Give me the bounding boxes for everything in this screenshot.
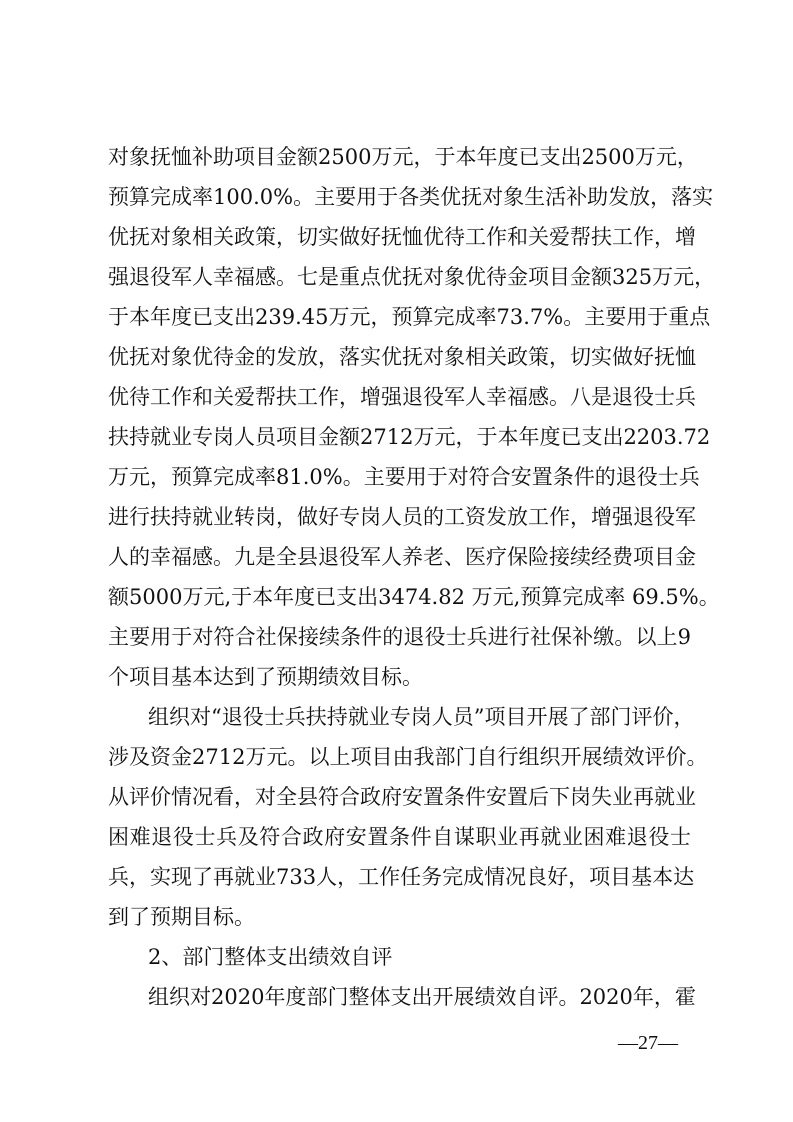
body-text-line: 从评价情况看，对全县符合政府安置条件安置后下岗失业再就业 [108,785,696,809]
body-text-line: 到了预期目标。 [108,905,255,929]
body-text-line: 个项目基本达到了预期绩效目标。 [108,665,423,689]
body-text-line: 进行扶持就业转岗，做好专岗人员的工资发放工作，增强退役军 [108,505,696,529]
body-text-line: 额5000万元,于本年度已支出3474.82 万元,预算完成率 69.5%。 [108,585,720,609]
body-text-line: 预算完成率100.0%。主要用于各类优抚对象生活补助发放，落实 [108,185,714,209]
section-heading: 2、部门整体支出绩效自评 [148,945,393,969]
body-text-line: 优抚对象优待金的发放，落实优抚对象相关政策，切实做好抚恤 [108,345,696,369]
body-text-line: 对象抚恤补助项目金额2500万元，于本年度已支出2500万元， [108,145,698,169]
body-text-line: 扶持就业专岗人员项目金额2712万元，于本年度已支出2203.72 [108,425,711,449]
body-text-line: 优待工作和关爱帮扶工作，增强退役军人幸福感。八是退役士兵 [108,385,696,409]
body-text-line: 主要用于对符合社保接续条件的退役士兵进行社保补缴。以上9 [108,625,691,649]
body-text-line: 万元，预算完成率81.0%。主要用于对符合安置条件的退役士兵 [108,465,700,489]
body-text-line: 兵，实现了再就业733人，工作任务完成情况良好，项目基本达 [108,865,695,889]
body-text-line: 涉及资金2712万元。以上项目由我部门自行组织开展绩效评价。 [108,745,708,769]
paragraph-first-line: 组织对“退役士兵扶持就业专岗人员”项目开展了部门评价， [148,705,695,729]
body-text-line: 于本年度已支出239.45万元，预算完成率73.7%。主要用于重点 [108,305,711,329]
body-text-line: 强退役军人幸福感。七是重点优抚对象优待金项目金额325万元， [108,265,716,289]
body-text-line: 优抚对象相关政策，切实做好抚恤优待工作和关爱帮扶工作，增 [108,225,696,249]
body-text-line: 人的幸福感。九是全县退役军人养老、医疗保险接续经费项目金 [108,545,696,569]
paragraph-first-line: 组织对2020年度部门整体支出开展绩效自评。2020年，霍 [148,985,696,1009]
page-number: —27— [618,1032,678,1054]
body-text-line: 困难退役士兵及符合政府安置条件自谋职业再就业困难退役士 [108,825,691,849]
